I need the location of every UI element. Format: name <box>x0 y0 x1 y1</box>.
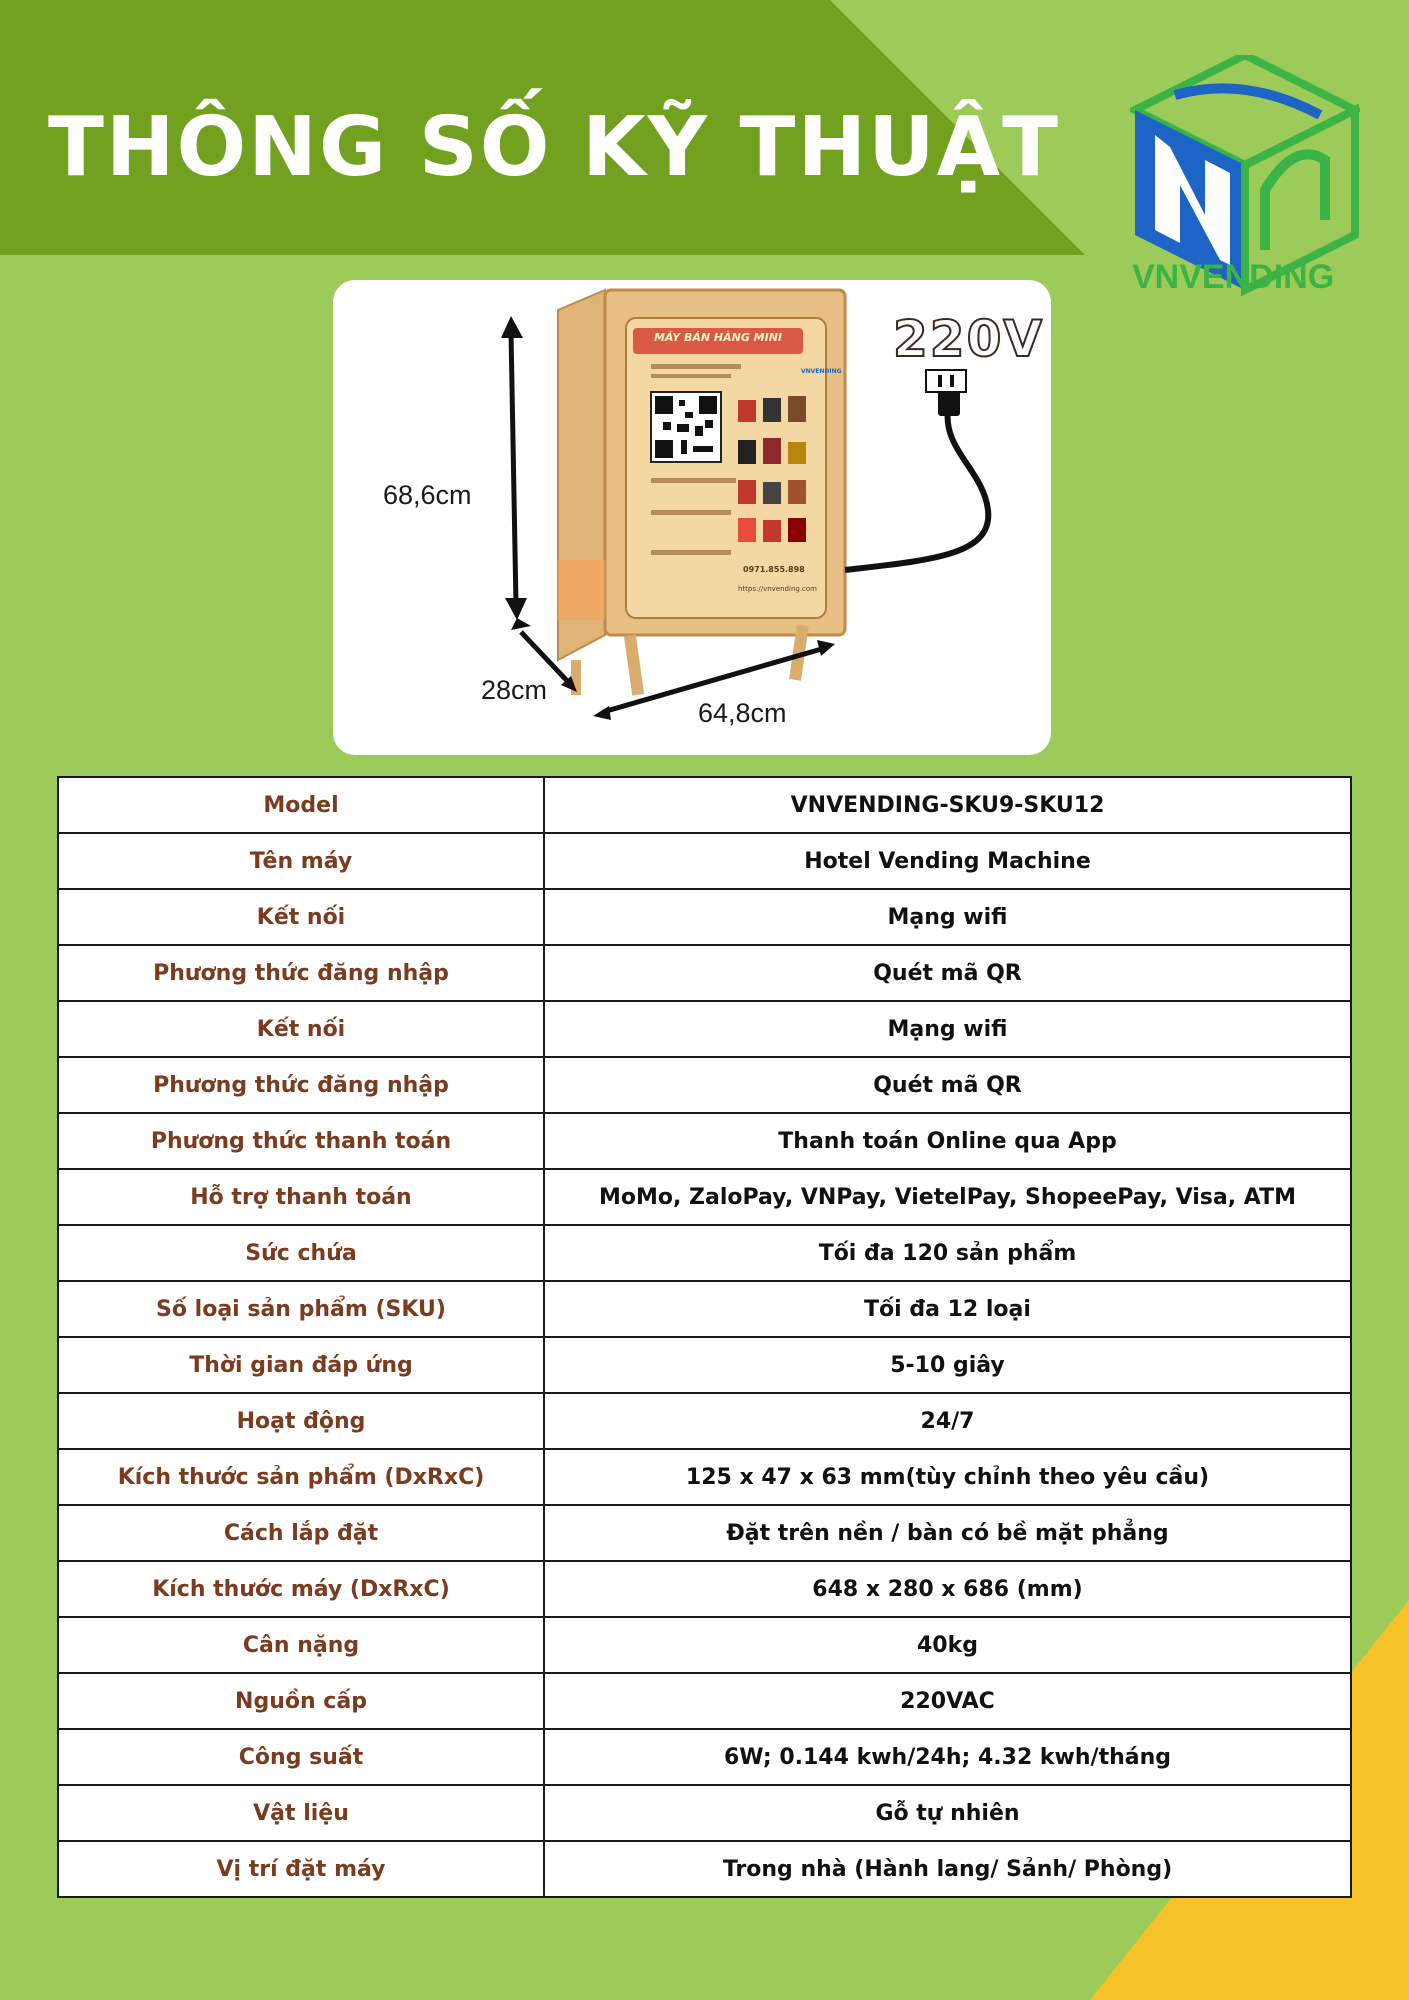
spec-value: Quét mã QR <box>544 1057 1351 1113</box>
spec-label: Nguồn cấp <box>58 1673 544 1729</box>
machine-brand: VNVENDING <box>801 368 842 375</box>
spec-label: Kích thước máy (DxRxC) <box>58 1561 544 1617</box>
table-row <box>58 833 1351 889</box>
table-row <box>58 1225 1351 1281</box>
machine-sign: MÁY BÁN HÀNG MINI <box>653 331 783 344</box>
spec-label: Cách lắp đặt <box>58 1505 544 1561</box>
table-row <box>58 1449 1351 1505</box>
spec-value: Đặt trên nền / bàn có bề mặt phẳng <box>544 1505 1351 1561</box>
spec-table <box>57 776 1352 1898</box>
spec-value: Tối đa 120 sản phẩm <box>544 1225 1351 1281</box>
spec-label: Kết nối <box>58 889 544 945</box>
spec-value: Gỗ tự nhiên <box>544 1785 1351 1841</box>
table-row <box>58 945 1351 1001</box>
spec-value: Hotel Vending Machine <box>544 833 1351 889</box>
spec-label: Phương thức đăng nhập <box>58 945 544 1001</box>
spec-value: 24/7 <box>544 1393 1351 1449</box>
spec-label: Vị trí đặt máy <box>58 1841 544 1897</box>
spec-label: Hỗ trợ thanh toán <box>58 1169 544 1225</box>
table-row <box>58 1057 1351 1113</box>
table-row <box>58 1617 1351 1673</box>
table-row <box>58 1729 1351 1785</box>
table-row <box>58 777 1351 833</box>
spec-value: MoMo, ZaloPay, VNPay, VietelPay, ShopeePay, Visa, ATM <box>544 1169 1351 1225</box>
table-row <box>58 1841 1351 1897</box>
spec-label: Cân nặng <box>58 1617 544 1673</box>
table-row <box>58 1113 1351 1169</box>
spec-value: VNVENDING-SKU9-SKU12 <box>544 777 1351 833</box>
spec-value: Mạng wifi <box>544 1001 1351 1057</box>
spec-value: 6W; 0.144 kwh/24h; 4.32 kwh/tháng <box>544 1729 1351 1785</box>
table-row <box>58 1785 1351 1841</box>
spec-label: Thời gian đáp ứng <box>58 1337 544 1393</box>
spec-value: 40kg <box>544 1617 1351 1673</box>
table-row <box>58 1561 1351 1617</box>
spec-label: Model <box>58 777 544 833</box>
table-row <box>58 889 1351 945</box>
page-title: THÔNG SỐ KỸ THUẬT <box>48 100 1061 195</box>
table-row <box>58 1673 1351 1729</box>
dimension-width: 64,8cm <box>698 698 787 728</box>
spec-label: Phương thức đăng nhập <box>58 1057 544 1113</box>
spec-value: Trong nhà (Hành lang/ Sảnh/ Phòng) <box>544 1841 1351 1897</box>
logo-text: VNVENDING <box>1132 258 1335 296</box>
spec-value: Tối đa 12 loại <box>544 1281 1351 1337</box>
table-row <box>58 1337 1351 1393</box>
spec-value: Quét mã QR <box>544 945 1351 1001</box>
spec-label: Hoạt động <box>58 1393 544 1449</box>
spec-label: Vật liệu <box>58 1785 544 1841</box>
spec-value: 648 x 280 x 686 (mm) <box>544 1561 1351 1617</box>
spec-value: Thanh toán Online qua App <box>544 1113 1351 1169</box>
dimension-depth: 28cm <box>481 675 548 705</box>
spec-value: 5-10 giây <box>544 1337 1351 1393</box>
machine-url: https://vnvending.com <box>738 585 817 593</box>
machine-phone: 0971.855.898 <box>743 565 805 574</box>
table-row <box>58 1001 1351 1057</box>
table-row <box>58 1393 1351 1449</box>
table-row <box>58 1281 1351 1337</box>
table-row <box>58 1505 1351 1561</box>
dimension-height: 68,6cm <box>383 480 472 510</box>
spec-label: Sức chứa <box>58 1225 544 1281</box>
voltage-label: 220V <box>893 310 1045 368</box>
spec-label: Kích thước sản phẩm (DxRxC) <box>58 1449 544 1505</box>
spec-label: Tên máy <box>58 833 544 889</box>
spec-label: Kết nối <box>58 1001 544 1057</box>
spec-label: Phương thức thanh toán <box>58 1113 544 1169</box>
spec-value: 125 x 47 x 63 mm(tùy chỉnh theo yêu cầu) <box>544 1449 1351 1505</box>
spec-label: Số loại sản phẩm (SKU) <box>58 1281 544 1337</box>
spec-label: Công suất <box>58 1729 544 1785</box>
table-row <box>58 1169 1351 1225</box>
spec-value: Mạng wifi <box>544 889 1351 945</box>
product-photo-card <box>333 280 1051 755</box>
spec-value: 220VAC <box>544 1673 1351 1729</box>
